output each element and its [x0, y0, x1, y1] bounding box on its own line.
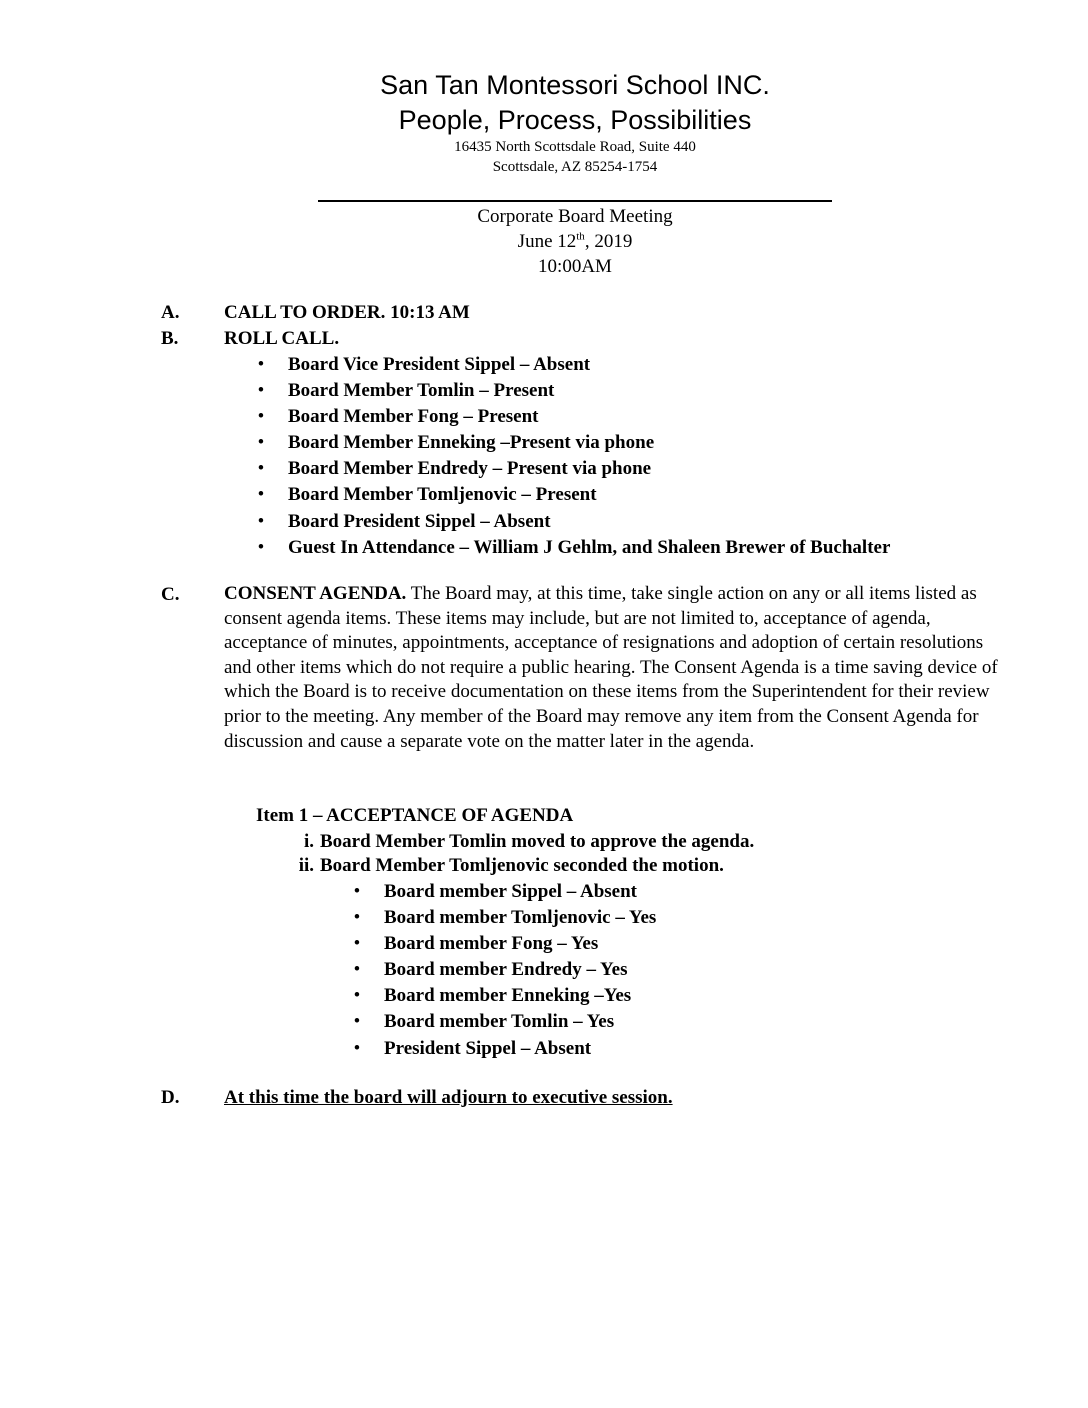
bullet-icon: • [353, 959, 361, 981]
bullet-icon: • [353, 1011, 361, 1033]
list-item [255, 430, 890, 456]
list-item [255, 535, 890, 561]
consent-agenda-text: The Board may, at this time, take single action on any or all items listed as consent agenda items. These items may include, but are not limited to, acceptance of agenda, acceptance of minutes, appointments, acceptance of resignations and adoption of certain resolutions and other items which do not require a public hearing. The Consent Agenda is a time saving device of which the Board is to receive documentation on these items from the Superintendent for their review prior to the meeting. Any member of the Board may remove any item from the Consent Agenda for discussion and cause a separate vote on the matter later in the agenda. [224, 583, 998, 752]
bullet-icon: • [353, 881, 361, 902]
roll-call-entry: Board Member Endredy – Present via phone [288, 458, 652, 480]
list-item [255, 456, 890, 482]
bullet-icon: • [257, 484, 265, 506]
vote-list [351, 879, 656, 1062]
vote-entry: Board member Tomlin – Yes [384, 1011, 615, 1033]
meeting-date-day: June 12 [517, 231, 577, 252]
motion-number: i. [303, 831, 314, 852]
bullet-icon: • [257, 380, 265, 402]
motion-text: Board Member Tomlin moved to approve the agenda. [320, 831, 755, 852]
section-b-heading: ROLL CALL. [224, 328, 340, 349]
bullet-icon: • [257, 458, 265, 480]
list-item [351, 957, 656, 983]
list-item [351, 1036, 656, 1062]
bullet-icon: • [257, 536, 265, 558]
section-d-letter: D. [161, 1087, 180, 1108]
roll-call-entry: Board President Sippel – Absent [288, 510, 551, 532]
roll-call-entry: Board Member Fong – Present [288, 406, 539, 428]
section-d-heading: At this time the board will adjourn to executive session. [224, 1087, 673, 1108]
list-item [255, 404, 890, 430]
motion-number: ii. [298, 855, 314, 876]
vote-entry: Board member Tomljenovic – Yes [384, 907, 657, 929]
roll-call-entry: Guest In Attendance – William J Gehlm, and Shaleen Brewer of Buchalter [288, 536, 891, 558]
school-name: San Tan Montessori School INC. [380, 70, 770, 100]
list-item [351, 879, 656, 905]
vote-entry: Board member Fong – Yes [384, 933, 599, 955]
list-item [351, 905, 656, 931]
section-a-letter: A. [161, 302, 180, 323]
list-item [351, 1009, 656, 1035]
school-tagline: People, Process, Possibilities [398, 105, 752, 135]
vote-entry: Board member Endredy – Yes [384, 959, 628, 981]
motion-row [282, 829, 754, 855]
vote-entry: President Sippel – Absent [384, 1037, 592, 1059]
meeting-date [318, 229, 832, 254]
list-item [255, 352, 890, 378]
list-item [351, 983, 656, 1009]
roll-call-list [255, 352, 890, 561]
address-line-2: Scottsdale, AZ 85254-1754 [492, 159, 658, 175]
meeting-info [318, 204, 832, 279]
vote-entry: Board member Sippel – Absent [384, 881, 638, 902]
roll-call-entry: Board Member Enneking –Present via phone [288, 432, 655, 454]
item-1-title: Item 1 – ACCEPTANCE OF AGENDA [256, 805, 574, 826]
meeting-time: 10:00AM [538, 256, 612, 277]
section-b-letter: B. [161, 328, 179, 349]
roll-call-entry: Board Vice President Sippel – Absent [288, 354, 591, 375]
bullet-icon: • [257, 510, 265, 532]
section-c-heading: CONSENT AGENDA. [224, 583, 407, 604]
address-line-1: 16435 North Scottsdale Road, Suite 440 [454, 139, 696, 155]
list-item [255, 509, 890, 535]
header-divider [318, 200, 832, 202]
bullet-icon: • [353, 985, 361, 1007]
bullet-icon: • [353, 1037, 361, 1059]
vote-entry: Board member Enneking –Yes [384, 985, 632, 1007]
bullet-icon: • [257, 406, 265, 428]
section-c-letter: C. [161, 584, 180, 605]
bullet-icon: • [257, 354, 265, 375]
list-item [255, 482, 890, 508]
list-item [255, 378, 890, 404]
bullet-icon: • [353, 933, 361, 955]
letterhead [318, 68, 832, 177]
section-a-heading: CALL TO ORDER. 10:13 AM [224, 302, 470, 323]
meeting-date-ordinal: th [576, 230, 585, 243]
motion-text: Board Member Tomljenovic seconded the motion. [320, 855, 724, 876]
roll-call-entry: Board Member Tomlin – Present [288, 380, 555, 402]
consent-agenda-paragraph [224, 582, 1014, 754]
bullet-icon: • [257, 432, 265, 454]
meeting-date-year: , 2019 [584, 231, 633, 252]
list-item [351, 931, 656, 957]
meeting-title: Corporate Board Meeting [477, 206, 673, 227]
roll-call-entry: Board Member Tomljenovic – Present [288, 484, 597, 506]
motion-row [282, 853, 724, 879]
bullet-icon: • [353, 907, 361, 929]
